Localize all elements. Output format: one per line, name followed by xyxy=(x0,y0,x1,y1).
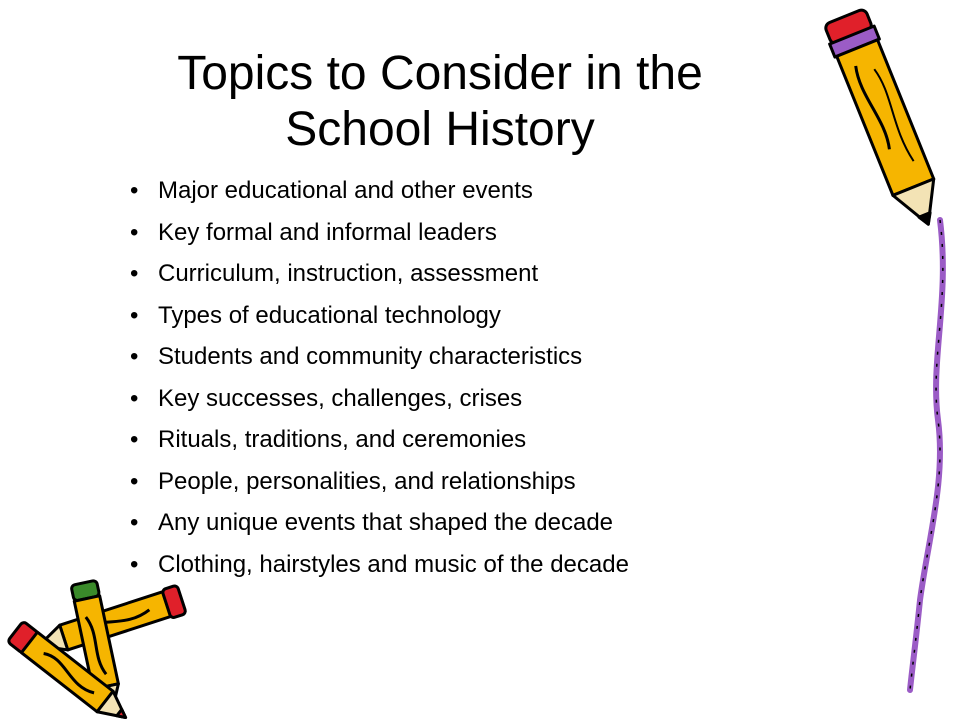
pencil-body xyxy=(837,40,934,196)
swoosh-line xyxy=(910,220,943,690)
bullet-glyph: • xyxy=(130,384,139,412)
title-line-2: School History xyxy=(285,103,595,157)
title-line-1: Topics to Consider in the xyxy=(177,47,703,100)
bullet-item xyxy=(130,419,850,461)
bullet-item xyxy=(130,295,850,337)
bullet-item xyxy=(130,502,850,544)
bullet-item xyxy=(130,170,850,212)
bullet-item xyxy=(130,378,850,420)
slide-title xyxy=(60,46,820,158)
pencils-icon xyxy=(0,575,200,720)
bullet-glyph: • xyxy=(130,218,139,246)
bullet-text: Rituals, traditions, and ceremonies xyxy=(158,426,527,453)
bullet-text: Major educational and other events xyxy=(158,177,533,204)
bullet-glyph: • xyxy=(130,426,139,453)
bullet-text: Clothing, hairstyles and music of the decade xyxy=(158,550,629,578)
bullet-text: Curriculum, instruction, assessment xyxy=(158,260,539,287)
bullet-text: Key formal and informal leaders xyxy=(158,218,497,246)
bullet-glyph: • xyxy=(130,260,139,287)
bullet-glyph: • xyxy=(130,509,139,536)
bullet-text: Any unique events that shaped the decade xyxy=(158,509,614,536)
bullet-item xyxy=(130,212,850,254)
pencil-icon xyxy=(800,0,960,720)
bullet-text: Key successes, challenges, crises xyxy=(158,384,523,412)
bullet-item xyxy=(130,461,850,503)
bullet-glyph: • xyxy=(130,343,139,370)
bullet-item xyxy=(130,336,850,378)
bullet-glyph: • xyxy=(130,301,139,329)
bullet-text: People, personalities, and relationships xyxy=(158,467,576,495)
bullet-glyph: • xyxy=(130,177,139,204)
bullet-list xyxy=(130,170,850,585)
bullet-text: Types of educational technology xyxy=(158,301,501,329)
bullet-text: Students and community characteristics xyxy=(158,343,583,370)
bullet-item xyxy=(130,253,850,295)
bullet-glyph: • xyxy=(130,467,139,495)
bullet-item xyxy=(130,544,850,586)
bullet-glyph: • xyxy=(130,550,139,578)
